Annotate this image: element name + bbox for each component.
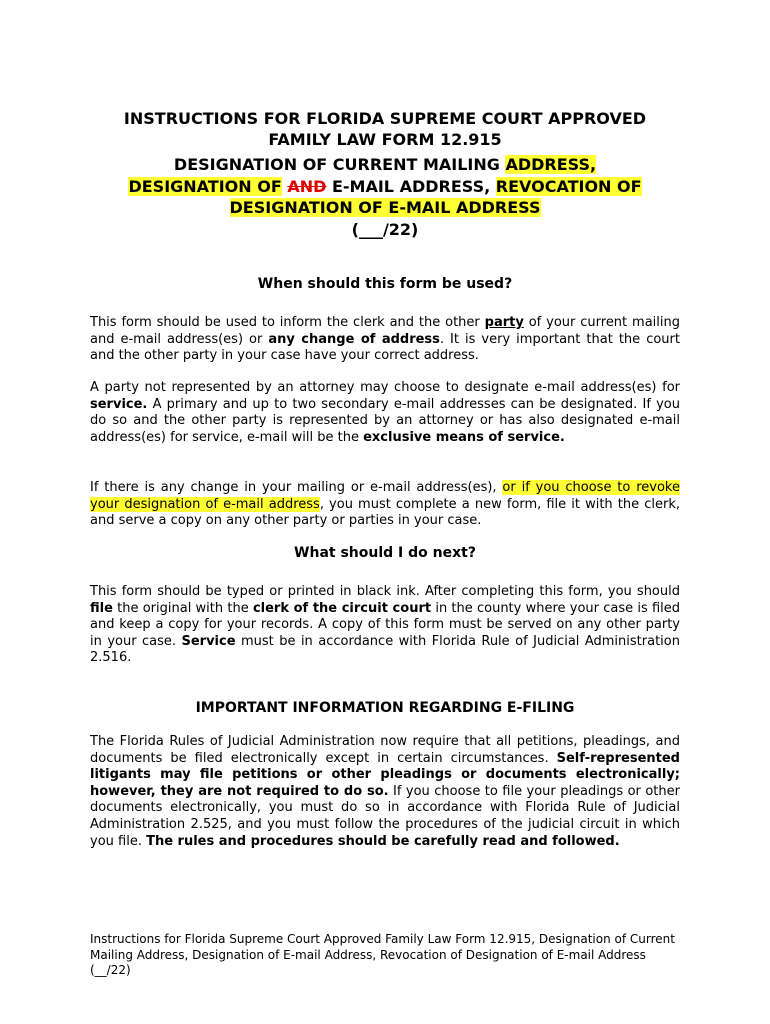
text: The Florida Rules of Judicial Administration now require that all petitions, pleadings, and documents be filed electronically except in certain circumstances. xyxy=(90,734,680,766)
title-line-3-text: DESIGNATION OF CURRENT MAILING xyxy=(173,155,506,174)
text: If there is any change in your mailing or e-mail address(es), xyxy=(90,480,503,495)
title-line-4-highlight-1: DESIGNATION OF xyxy=(128,177,282,196)
text: A party not represented by an attorney may choose to designate e-mail address(es) for xyxy=(90,380,680,395)
text: If you choose to file your pleadings or other documents electronically, you must do so in accordance with Florida Rule of Judicial Administration 2.525, and you must follow the procedures of the judicial circuit in which you file. xyxy=(90,783,680,849)
paragraph-email-designation xyxy=(90,380,680,446)
bold-self-represented: Self-represented litigants may file petitions or other pleadings or documents electronically; however, they are not required to do so. xyxy=(90,750,680,799)
title-line-4-highlight-2: REVOCATION OF xyxy=(495,177,642,196)
title-line-5-highlight: DESIGNATION OF E-MAIL ADDRESS xyxy=(229,198,541,217)
text: in the county where your case is filed and keep a copy for your records. A copy of this form must be served on any other party in your case. xyxy=(90,600,681,649)
title-line-4-text: E-MAIL ADDRESS, xyxy=(326,177,496,196)
section-heading-efiling: IMPORTANT INFORMATION REGARDING E-FILING xyxy=(195,700,575,716)
text: , you must complete a new form, file it with the clerk, and serve a copy on any other party or parties in your case. xyxy=(90,496,680,529)
paragraph-purpose xyxy=(90,315,680,365)
title-line-3-highlight: ADDRESS, xyxy=(505,155,597,174)
text: must be in accordance with Florida Rule of Judicial Administration 2.516. xyxy=(90,633,680,666)
term-change-of-address: any change of address xyxy=(268,331,440,347)
section-heading-when: When should this form be used? xyxy=(257,276,513,292)
title-line-1: INSTRUCTIONS FOR FLORIDA SUPREME COURT APPROVED xyxy=(123,109,647,128)
text: . It is very important that the court and the other party in your case have your correct address. xyxy=(90,331,680,364)
title-strikethrough: AND xyxy=(287,177,327,196)
text: the original with the xyxy=(112,600,253,616)
title-line-6: (___/22) xyxy=(351,220,419,239)
text: This form should be used to inform the clerk and the other xyxy=(90,315,485,330)
title-line-4 xyxy=(70,176,700,197)
bold-rules-procedures: The rules and procedures should be carefully read and followed. xyxy=(146,833,620,849)
page-footer: Instructions for Florida Supreme Court Approved Family Law Form 12.915, Designation of Current Mailing Address, Designation of E-mail Address, Revocation of Designation of E-mail Address (__/22) xyxy=(90,932,675,977)
highlighted-revocation-text: or if you choose to revoke your designation of e-mail address xyxy=(90,480,680,512)
title-line-5 xyxy=(70,197,700,218)
paragraph-changes xyxy=(90,480,680,530)
section-heading-next: What should I do next? xyxy=(294,545,476,561)
paragraph-efiling xyxy=(90,734,680,850)
title-line-3 xyxy=(70,154,700,175)
paragraph-next-steps xyxy=(90,584,680,667)
term-party: party xyxy=(484,315,524,330)
term-clerk: clerk of the circuit court xyxy=(252,600,432,616)
title-line-2: FAMILY LAW FORM 12.915 xyxy=(268,130,502,149)
term-file: file xyxy=(90,600,113,616)
term-service: service. xyxy=(90,396,148,412)
text: This form should be typed or printed in black ink. After completing this form, you should xyxy=(90,584,680,599)
text: A primary and up to two secondary e-mail addresses can be designated. If you do so and the other party is represented by an attorney or has also designated e-mail address(es) for service, e-mail will be the xyxy=(90,396,680,445)
term-exclusive-means: exclusive means of service. xyxy=(363,429,565,445)
term-service: Service xyxy=(181,633,236,649)
text: of your current mailing and e-mail address(es) or xyxy=(90,315,680,347)
